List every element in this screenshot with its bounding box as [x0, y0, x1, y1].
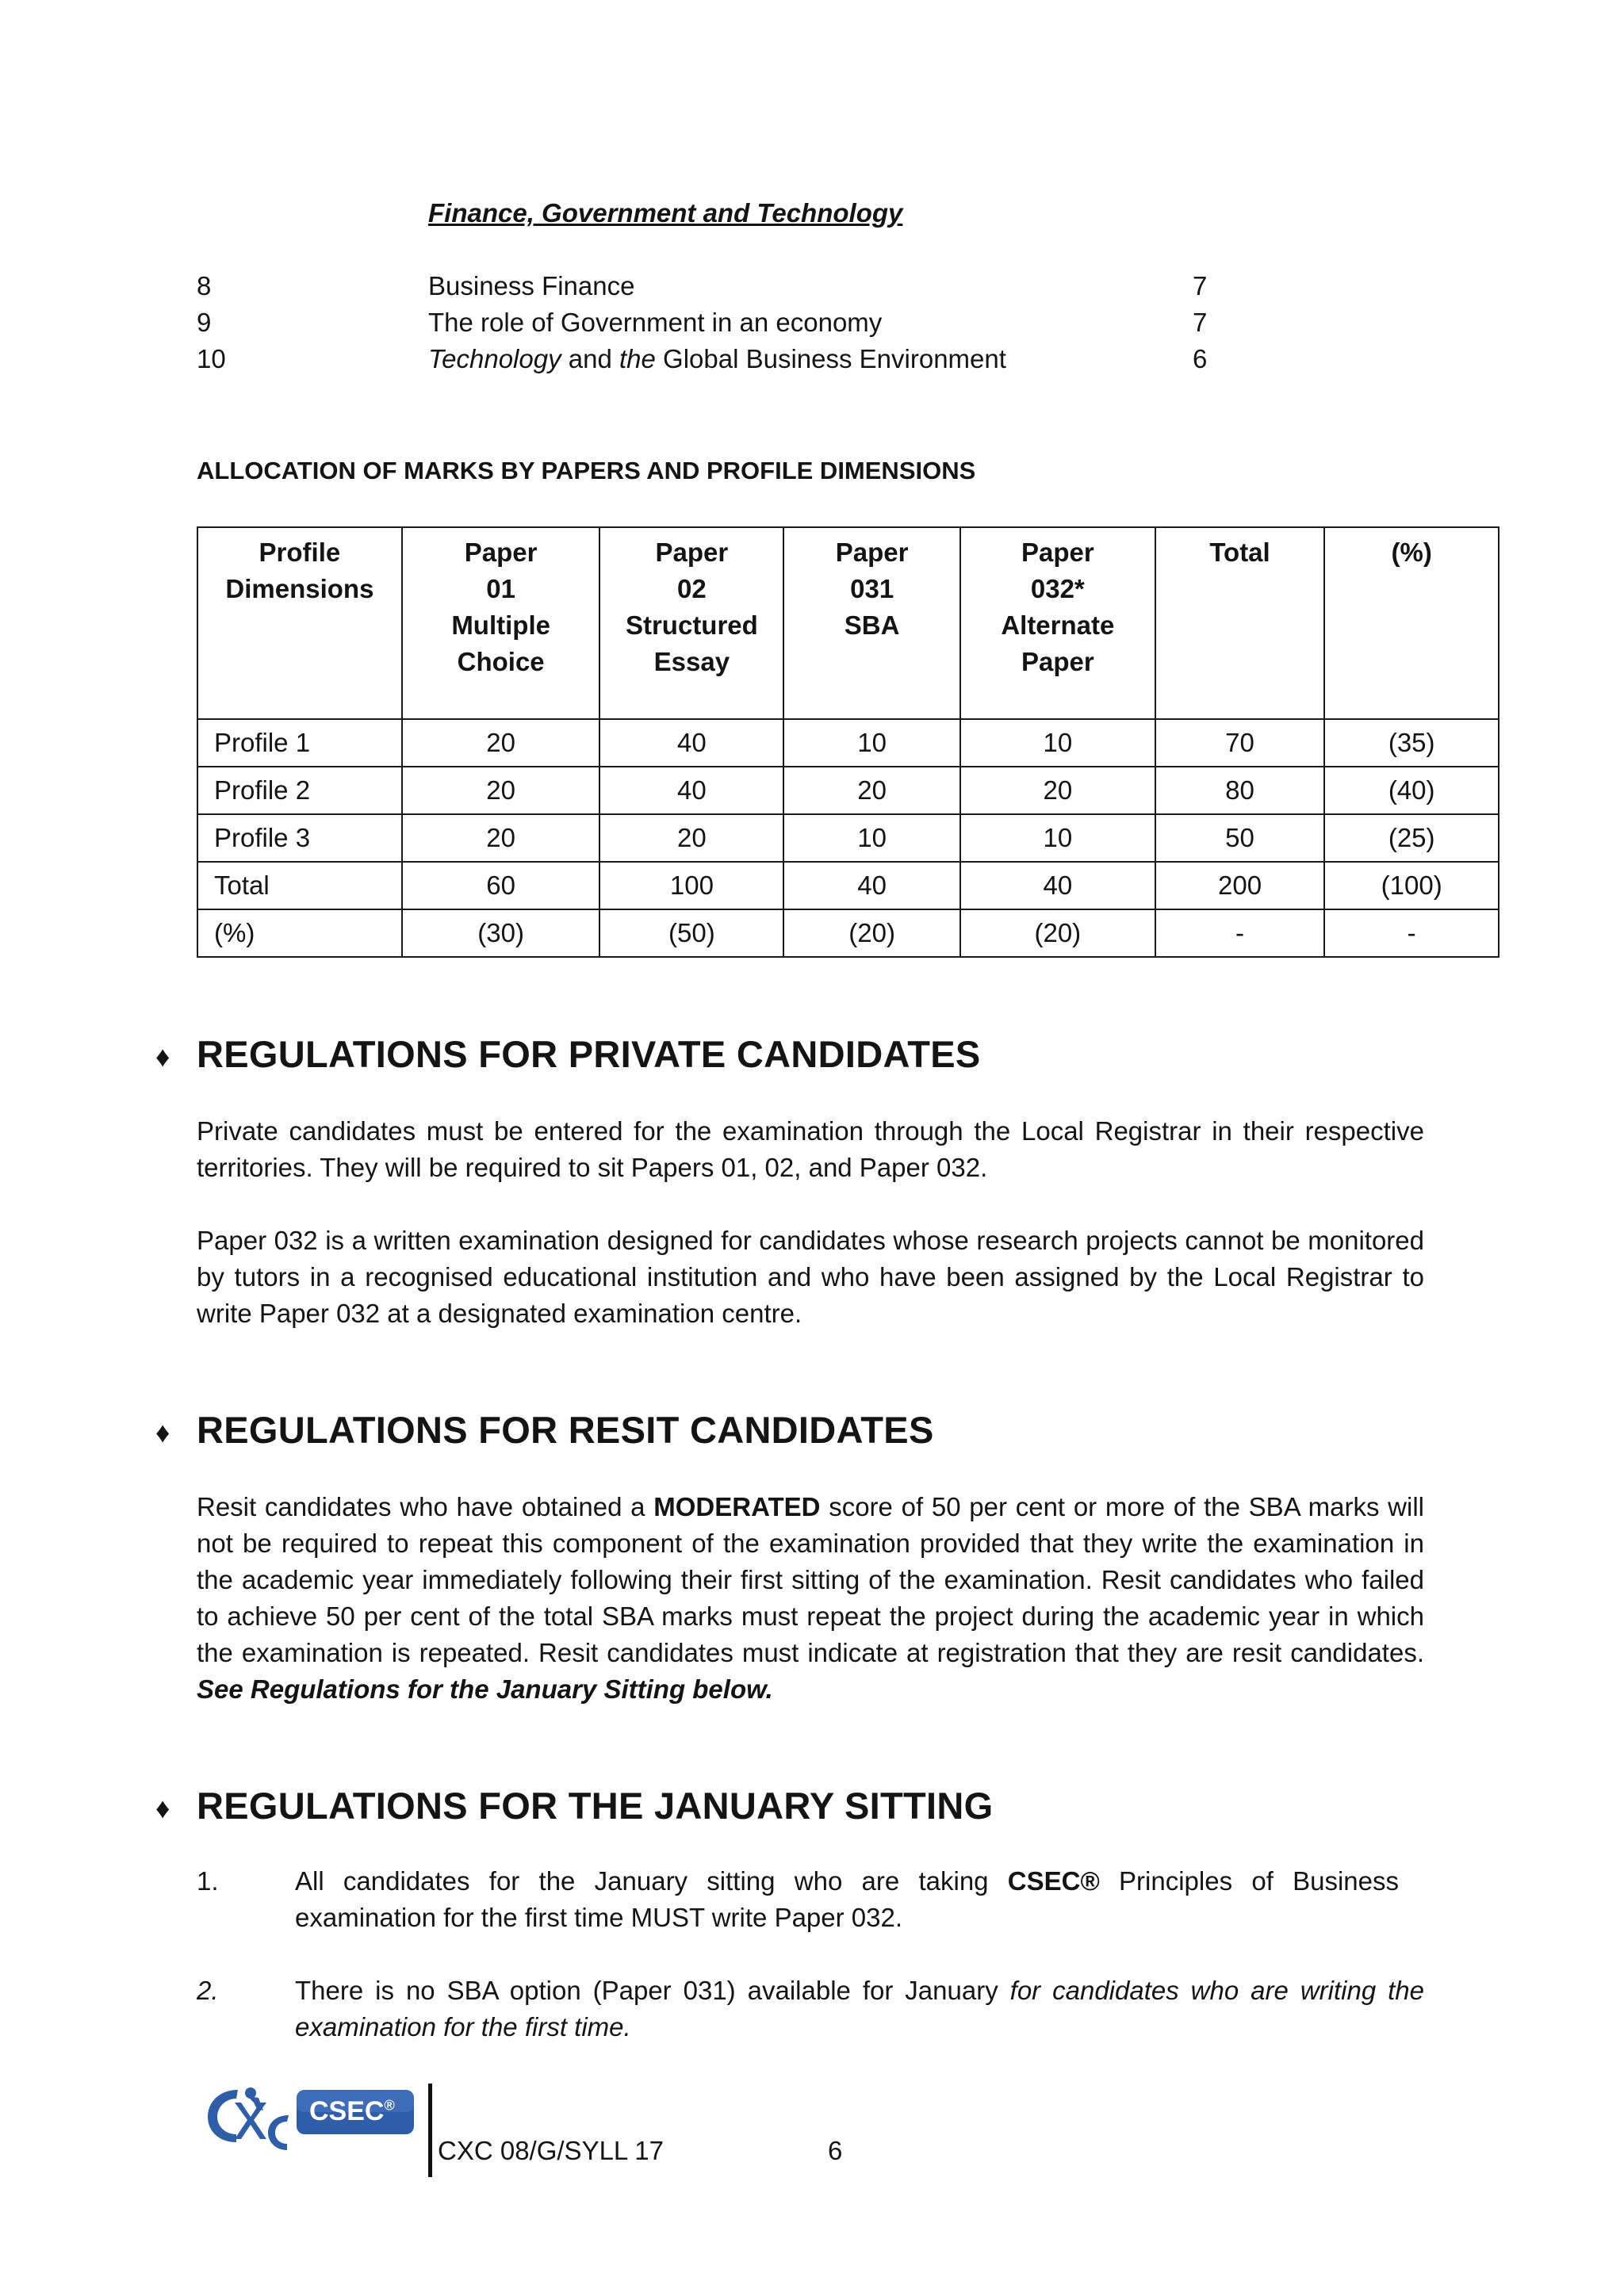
column-header: (%) [1324, 527, 1499, 719]
csec-logo-text: CSEC® [309, 2096, 395, 2126]
unit-number: 10 [197, 344, 226, 373]
table-cell: 40 [599, 719, 783, 767]
table-row [197, 909, 1499, 957]
page-number: 6 [828, 2136, 843, 2165]
footer-divider [428, 2084, 432, 2177]
table-cell: 20 [402, 767, 600, 814]
unit-number: 8 [197, 271, 212, 300]
unit-number: 9 [197, 308, 212, 337]
list-item-number: 2. [197, 1976, 219, 2005]
unit-weeks: 7 [1193, 271, 1208, 300]
table-cell: 10 [783, 814, 960, 862]
table-cell: 40 [783, 862, 960, 909]
table-cell: 20 [960, 767, 1155, 814]
diamond-bullet-icon: ♦ [155, 1416, 170, 1448]
private-paragraph-2: Paper 032 is a written examination designed for candidates whose research projects cannot be monitored by tutors in a recognised educational institution and who have been assigned by the Local Registrar to write Paper 032 at a designated examination centre. [197, 1226, 1424, 1328]
table-cell: 70 [1155, 719, 1325, 767]
diamond-bullet-icon: ♦ [155, 1040, 170, 1073]
table-cell: 50 [1155, 814, 1325, 862]
table-row [197, 719, 1499, 767]
unit-title: Technology and the Global Business Environment [428, 344, 1006, 373]
table-cell: 100 [599, 862, 783, 909]
table-cell: 20 [599, 814, 783, 862]
list-item-text: There is no SBA option (Paper 031) available for January for candidates who are writing the examination for the first time. [295, 1976, 1425, 2042]
table-cell: (%) [197, 909, 402, 957]
table-cell: Profile 3 [197, 814, 402, 862]
table-cell: - [1155, 909, 1325, 957]
table-cell: 200 [1155, 862, 1325, 909]
table-cell: (50) [599, 909, 783, 957]
diamond-bullet-icon: ♦ [155, 1792, 170, 1824]
private-candidates-title: REGULATIONS FOR PRIVATE CANDIDATES [197, 1033, 981, 1075]
units-section-heading: Finance, Government and Technology [428, 198, 903, 228]
table-cell: 20 [402, 814, 600, 862]
table-cell: 10 [960, 719, 1155, 767]
marks-allocation-table [197, 526, 1500, 958]
unit-weeks: 7 [1193, 308, 1208, 337]
table-row [197, 814, 1499, 862]
table-cell: 20 [783, 767, 960, 814]
table-cell: 20 [402, 719, 600, 767]
table-cell: 60 [402, 862, 600, 909]
table-cell: (35) [1324, 719, 1499, 767]
table-cell: Total [197, 862, 402, 909]
unit-title: The role of Government in an economy [428, 308, 883, 337]
allocation-heading: ALLOCATION OF MARKS BY PAPERS AND PROFILE DIMENSIONS [197, 457, 976, 484]
table-cell: Profile 2 [197, 767, 402, 814]
resit-paragraph: Resit candidates who have obtained a MODERATED score of 50 per cent or more of the SBA marks will not be required to repeat this component of the examination provided that they write the examination in the academic year immediately following their first sitting of the examination. Resit candidates who failed to achieve 50 per cent of the total SBA marks must repeat the project during the academic year in which the examination is repeated. Resit candidates must indicate at registration that they are resit candidates. See Regulations for the January Sitting below. [197, 1492, 1424, 1704]
table-cell: Profile 1 [197, 719, 402, 767]
table-cell: (40) [1324, 767, 1499, 814]
january-sitting-title: REGULATIONS FOR THE JANUARY SITTING [197, 1785, 994, 1827]
column-header: Profile Dimensions [197, 527, 402, 719]
resit-candidates-title: REGULATIONS FOR RESIT CANDIDATES [197, 1409, 934, 1451]
syllabus-code: CXC 08/G/SYLL 17 [438, 2136, 664, 2165]
table-cell: 10 [783, 719, 960, 767]
table-cell: (20) [960, 909, 1155, 957]
cxc-csec-logo [203, 2079, 417, 2155]
table-cell: 10 [960, 814, 1155, 862]
column-header: Total [1155, 527, 1325, 719]
table-cell: 40 [960, 862, 1155, 909]
table-row [197, 862, 1499, 909]
column-header: Paper 032* Alternate Paper [960, 527, 1155, 719]
table-cell: (100) [1324, 862, 1499, 909]
table-cell: - [1324, 909, 1499, 957]
column-header: Paper 031 SBA [783, 527, 960, 719]
column-header: Paper 02 Structured Essay [599, 527, 783, 719]
table-cell: (20) [783, 909, 960, 957]
unit-row [0, 308, 1624, 344]
table-cell: 80 [1155, 767, 1325, 814]
unit-row [0, 344, 1624, 381]
table-cell: 40 [599, 767, 783, 814]
unit-title: Business Finance [428, 271, 635, 300]
table-cell: (30) [402, 909, 600, 957]
column-header: Paper 01 Multiple Choice [402, 527, 600, 719]
list-item-text: All candidates for the January sitting who are taking CSEC® Principles of Business examination for the first time MUST write Paper 032. [295, 1866, 1400, 1932]
unit-weeks: 6 [1193, 344, 1208, 373]
list-item-number: 1. [197, 1866, 219, 1896]
table-header-row [197, 527, 1499, 719]
private-paragraph-1: Private candidates must be entered for the examination through the Local Registrar in their respective territories. They will be required to sit Papers 01, 02, and Paper 032. [197, 1116, 1424, 1182]
unit-row [0, 271, 1624, 308]
table-cell: (25) [1324, 814, 1499, 862]
table-row [197, 767, 1499, 814]
